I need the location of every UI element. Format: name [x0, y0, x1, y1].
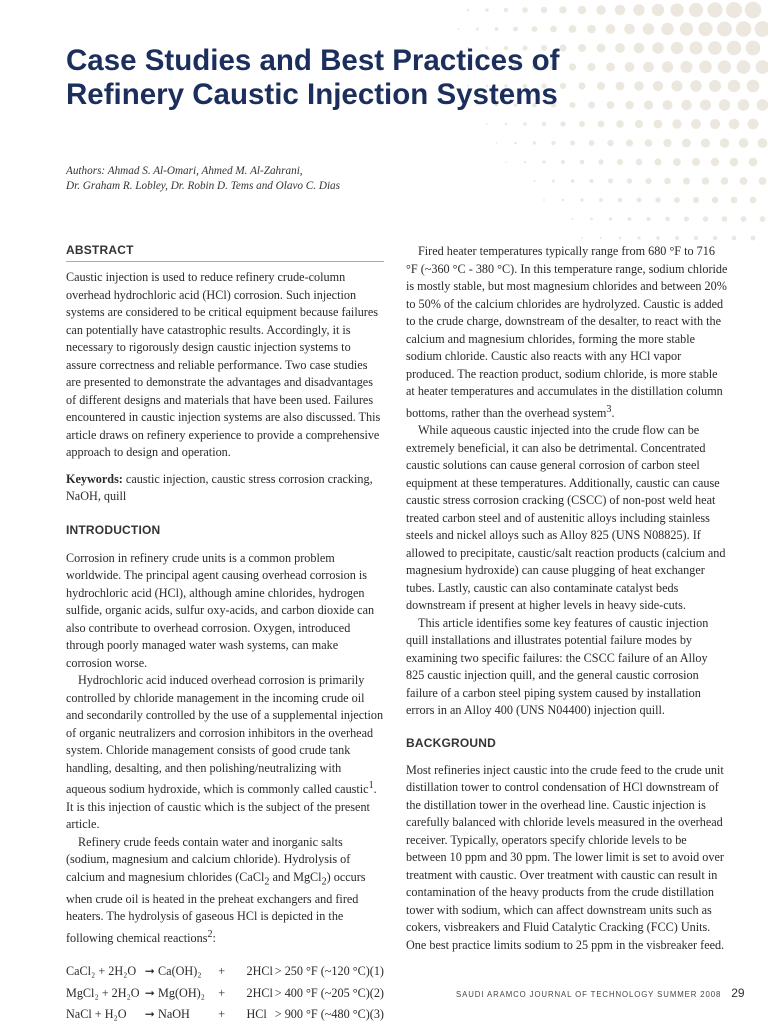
equation-plus: + [218, 1007, 226, 1022]
right-p1-text: Fired heater temperatures typically range from 680 °F to 716 °F (~360 °C - 380 °C). In this temperature range, sodium chloride is mostly stable, but most magnesium chlorides and between 20% to 50% of the calcium chlorides are hydrolyzed. Caustic is added to the crude charge, downstream of the desalter, to react with the calcium and magnesium chlorides, forming the more stable sodium chloride. Caustic also reacts with any HCl vapor produced. The reaction product, sodium chloride, is more stable at heater temperatures and accumulates in the distillation column bottoms, rather than the overhead system [406, 244, 728, 420]
decorative-dot [581, 237, 583, 239]
decorative-dot [626, 139, 633, 146]
decorative-dot [533, 180, 535, 182]
decorative-dot [541, 7, 548, 14]
decorative-dot [654, 158, 661, 165]
decorative-dot [625, 62, 635, 72]
decorative-dot [684, 216, 689, 221]
decorative-dot [597, 82, 605, 90]
equation-plus: + [218, 985, 226, 1000]
decorative-dot [578, 82, 585, 89]
decorative-dot [571, 218, 573, 220]
decorative-dot [681, 100, 692, 111]
decorative-dot [571, 179, 575, 183]
decorative-dot [700, 99, 711, 110]
decorative-dot [587, 63, 595, 71]
decorative-dot [662, 61, 673, 72]
decorative-dot [653, 81, 663, 91]
journal-name: SAUDI ARAMCO JOURNAL OF TECHNOLOGY SUMMER 2008 [456, 990, 722, 999]
ref-2: 2 [207, 928, 213, 940]
subscript: 2 [264, 876, 270, 887]
decorative-dot [560, 121, 565, 126]
decorative-dot [654, 120, 663, 129]
decorative-dot [683, 178, 690, 185]
decorative-dot [661, 23, 674, 36]
decorative-dot [690, 80, 702, 92]
decorative-dot [523, 122, 527, 126]
decorative-dot [615, 5, 625, 15]
equation-condition: > 400 °F (~205 °C) [274, 985, 370, 1000]
decorative-dot [552, 180, 555, 183]
decorative-dot [579, 121, 585, 127]
decorative-dot [655, 197, 660, 202]
equation-product1: Mg(OH)₂ [158, 985, 205, 1000]
equation-condition: > 900 °F (~480 °C) [274, 1007, 370, 1022]
right-column [406, 243, 728, 954]
decorative-dot [580, 160, 585, 165]
decorative-dot [560, 83, 566, 89]
decorative-dot [607, 140, 613, 146]
decorative-dot [665, 217, 670, 222]
decorative-dot [505, 161, 507, 163]
decorative-dot [730, 158, 739, 167]
decorative-dot [599, 198, 603, 202]
decorative-dot [513, 27, 518, 32]
equation-product1: Ca(OH)₂ [158, 964, 202, 979]
decorative-dot [755, 21, 768, 37]
ref-1: 1 [368, 780, 374, 791]
decorative-dot [522, 7, 528, 13]
decorative-dot [618, 198, 622, 202]
decorative-dot [675, 236, 679, 240]
decorative-dot [741, 216, 747, 222]
decorative-dot [703, 216, 708, 221]
decorative-dot [689, 41, 702, 54]
decorative-dot [608, 179, 613, 184]
decorative-dot [721, 177, 729, 185]
decorative-dot [652, 4, 664, 16]
right-paragraph-3: This article identifies some key features of caustic injection quill installations and illustrates potential failure modes by examining two specific failures: the CSCC failure of an Alloy 825 caustic injection quill, and the general caustic corrosion failure of a carbon steel piping system caused by installation errors in an Alloy 400 (UNS N04400) injection quill. [406, 615, 709, 718]
keywords-text: caustic injection, caustic stress corrosion cracking, NaOH, quill [66, 471, 373, 503]
decorative-dot [757, 99, 768, 111]
decorative-dot [718, 60, 731, 73]
keywords [66, 471, 384, 506]
decorative-dot [656, 236, 660, 240]
decorative-dot [672, 119, 681, 128]
equation-number: (2) [369, 985, 384, 1000]
decorative-dot [729, 119, 740, 130]
decorative-dot [486, 123, 488, 125]
decorative-dot [643, 23, 655, 35]
decorative-dot [719, 99, 730, 110]
title-line-2: Refinery Caustic Injection Systems [66, 78, 558, 111]
arrow-icon: ➞ [144, 1007, 155, 1022]
decorative-dot [702, 177, 709, 184]
decorative-dot [551, 141, 555, 145]
decorative-dot [689, 3, 703, 17]
decorative-dot [635, 120, 643, 128]
left-column [66, 243, 384, 1026]
decorative-dot [717, 22, 732, 37]
decorative-dot [634, 81, 644, 91]
decorative-dot [728, 80, 741, 93]
decorative-dot [691, 119, 701, 129]
decorative-dot [559, 6, 567, 14]
title-line-1: Case Studies and Best Practices of [66, 44, 560, 77]
decorative-dot [580, 198, 583, 201]
decorative-dot [645, 178, 651, 184]
decorative-dot [619, 237, 622, 240]
decorative-dot [709, 80, 721, 92]
subscript: 2 [321, 876, 327, 887]
intro-paragraph-1: Corrosion in refinery crude units is a common problem worldwide. The principal agent causing overhead corrosion is hydrochloric acid (HCl), although amine chlorides, hydrogen sulfide, organic acids, sulfur oxy-acids, and carbon dioxide can also contribute to overhead corrosion. Oxygen, introduced through poorly managed water wash systems, can make corrosion worse. [66, 550, 375, 670]
decorative-dot [550, 26, 557, 33]
decorative-dot [710, 119, 720, 129]
decorative-dot [645, 139, 653, 147]
decorative-dot [542, 160, 545, 163]
right-paragraph-2: While aqueous caustic injected into the crude flow can be extremely beneficial, it can also be detrimental. Concentrated caustic solutions can cause general corrosion of carbon steel equipment at these temperatures. Additionally, caustic can cause caustic stress corrosion cracking (CSCC) of non-post weld heat treated carbon steel and of austenitic alloys including stainless steels and nickel alloys such as Alloy 825 (UNS N08825). If allowed to precipitate, caustic/salt reaction products (calcium and magnesium hydroxide) can cause plugging of heat exchanger tubes. Lastly, caustic can also contaminate catalyst beds downstream if present at higher levels in heavy side-cuts. [406, 423, 726, 613]
decorative-dot [664, 178, 671, 185]
decorative-dot [682, 139, 691, 148]
decorative-dot [485, 8, 489, 12]
decorative-dot [589, 140, 595, 146]
arrow-icon: ➞ [144, 964, 155, 979]
decorative-dot [617, 159, 623, 165]
decorative-dot-pattern [0, 0, 768, 250]
page-footer [456, 986, 745, 1000]
intro-paragraph-3 [66, 834, 384, 948]
decorative-dot [644, 100, 653, 109]
abstract-heading: ABSTRACT [66, 243, 134, 257]
decorative-dot [726, 2, 742, 18]
ref-3: 3 [606, 403, 612, 415]
decorative-dot [680, 22, 693, 35]
decorative-dot [670, 3, 683, 16]
decorative-dot [596, 5, 605, 14]
decorative-dot [559, 44, 566, 51]
equation-products [145, 983, 218, 1005]
decorative-dot [627, 178, 633, 184]
intro-p2-end: . It is this injection of caustic which is the subject of the present article. [66, 782, 377, 832]
intro-paragraph-2 [66, 672, 384, 834]
decorative-dot [708, 41, 722, 55]
decorative-dot [748, 119, 759, 130]
equation-number: (1) [369, 964, 384, 979]
authors [66, 164, 340, 194]
equation-product2: 2HCl [246, 985, 273, 1000]
decorative-dot [532, 26, 538, 32]
decorative-dot [598, 159, 603, 164]
decorative-dot [598, 121, 605, 128]
decorative-dot [739, 138, 749, 148]
decorative-dot [693, 197, 699, 203]
decorative-dot [747, 80, 760, 93]
equation-number: (3) [369, 1007, 384, 1022]
decorative-dot [756, 60, 768, 74]
decorative-dot [663, 100, 673, 110]
decorative-dot [637, 198, 642, 203]
decorative-dot [740, 177, 748, 185]
decorative-dot [634, 43, 645, 54]
abstract-rule [66, 261, 384, 262]
decorative-dot [738, 99, 750, 111]
decorative-dot [533, 141, 536, 144]
decorative-dot [628, 217, 632, 221]
equation-product2: HCl [246, 1007, 267, 1022]
decorative-dot [524, 161, 526, 163]
decorative-dot [758, 138, 768, 148]
decorative-dot [720, 138, 730, 148]
introduction-heading: INTRODUCTION [66, 522, 161, 537]
decorative-dot [597, 44, 606, 53]
decorative-dot [624, 24, 635, 35]
decorative-dot [590, 218, 593, 221]
decorative-dot [543, 199, 545, 201]
decorative-dot [476, 28, 479, 31]
decorative-dot [694, 236, 698, 240]
equation-reactant: MgCl₂ + 2H₂O [66, 985, 140, 1000]
intro-p3-end: : [212, 930, 216, 945]
decorative-dot [674, 197, 680, 203]
decorative-dot [671, 42, 683, 54]
intro-p3-c: ) occurs when crude oil is heated in the preheat exchangers and fired heaters. The hydrolysis of gaseous HCl is depicted in the following chemical reactions [66, 869, 366, 945]
authors-line-1: Authors: Ahmad S. Al-Omari, Ahmed M. Al-Zahrani, [66, 165, 303, 177]
decorative-dot [589, 179, 593, 183]
decorative-dot [731, 197, 738, 204]
decorative-dot [699, 61, 712, 74]
decorative-dot [495, 27, 499, 31]
decorative-dot [745, 2, 762, 19]
decorative-dot [561, 160, 565, 164]
decorative-dot [652, 42, 664, 54]
decorative-dot [587, 25, 596, 34]
decorative-dot [570, 141, 575, 146]
decorative-dot [737, 60, 751, 74]
decorative-dot [467, 9, 470, 12]
decorative-dot [607, 101, 615, 109]
decorative-dot [727, 41, 741, 55]
decorative-dot [504, 8, 509, 13]
authors-line-2: Dr. Graham R. Lobley, Dr. Robin D. Tems and Olavo C. Dias [66, 180, 341, 192]
equation-row [66, 983, 384, 1005]
decorative-dot [663, 139, 671, 147]
decorative-dot [722, 216, 728, 222]
equation-row [66, 1004, 384, 1026]
decorative-dot [646, 217, 650, 221]
article-title [66, 44, 560, 112]
equation-reactant: NaCl + H₂O [66, 1007, 127, 1022]
background-paragraph: Most refineries inject caustic into the crude feed to the crude unit distillation tower to control condensation of HCl downstream of the distillation tower in the overhead line. Caustic injection is carefully balanced with chloride levels measured in the overhead receiver. Typically, operators specify chloride levels to be between 10 ppm and 30 ppm. The lower limit is set to avoid over treatment with caustic. Over treatment with caustic can result in contamination of the heavy products from the crude distillation tower with sodium, which can affect downstream units such as cokers, visbreakers and Fluid Catalytic Cracking (FCC) Units. One best practice limits sodium to 25 ppm in the visbreaker feed. [406, 762, 725, 952]
decorative-dot [749, 158, 758, 167]
equation-products [145, 961, 218, 983]
right-paragraph-1 [406, 243, 728, 422]
decorative-dot [671, 80, 682, 91]
equation-reactant: CaCl₂ + 2H₂O [66, 964, 137, 979]
decorative-dot [542, 122, 546, 126]
decorative-dot [751, 236, 756, 241]
page-number: 29 [731, 986, 745, 1000]
decorative-dot [569, 102, 575, 108]
decorative-dot [600, 237, 602, 239]
decorative-dot [760, 216, 766, 222]
decorative-dot [514, 142, 517, 145]
right-p1-end: . [611, 405, 615, 420]
decorative-dot [736, 21, 752, 37]
decorative-dot [698, 22, 712, 36]
equation-row [66, 961, 384, 983]
decorative-dot [562, 199, 565, 202]
intro-p3-b: and MgCl [269, 869, 322, 884]
equation-products [145, 1004, 218, 1026]
decorative-dot [643, 62, 654, 73]
decorative-dot [680, 61, 692, 73]
decorative-dot [616, 82, 625, 91]
equation-plus: + [218, 964, 226, 979]
decorative-dot [711, 158, 719, 166]
keywords-label: Keywords: [66, 471, 123, 486]
decorative-dot [712, 197, 718, 203]
reaction-equations [66, 961, 384, 1026]
arrow-icon: ➞ [144, 985, 155, 1000]
decorative-dot [625, 101, 634, 110]
background-heading: BACKGROUND [406, 735, 496, 750]
decorative-dot [750, 197, 757, 204]
decorative-dot [578, 44, 586, 52]
decorative-dot [615, 43, 625, 53]
decorative-dot [636, 159, 643, 166]
decorative-dot [609, 217, 612, 220]
decorative-dot [692, 158, 700, 166]
decorative-dot [569, 25, 577, 33]
decorative-dot [588, 101, 595, 108]
abstract-text: Caustic injection is used to reduce refinery crude-column overhead hydrochloric acid (HCl) corrosion. Such injection systems are considered to be critical equipment because failures can potentially have catastrophic results. Accordingly, it is necessary to rigorously design caustic injection systems to assure correctness and reliable performance. Two case studies are presented to demonstrate the advantages and disadvantages of different designs and materials that have been used. Failures encountered in caustic injection systems are also discussed. This article draws on refinery experience to provide a comprehensive approach to design and operation. [66, 270, 381, 459]
decorative-dot [701, 138, 710, 147]
decorative-dot [578, 6, 586, 14]
decorative-dot [673, 158, 681, 166]
decorative-dot [496, 142, 498, 144]
decorative-dot [569, 63, 576, 70]
decorative-dot [732, 236, 737, 241]
equation-product1: NaOH [158, 1007, 190, 1022]
decorative-dot [746, 41, 761, 56]
intro-p3-a: Refinery crude feeds contain water and inorganic salts (sodium, magnesium and calcium chloride). Hydrolysis of calcium and magnesium chlorides (CaCl [66, 834, 351, 884]
decorative-dot [633, 4, 644, 15]
decorative-dot [606, 24, 616, 34]
decorative-dot [606, 63, 615, 72]
decorative-dot [707, 2, 722, 17]
intro-p2-text: Hydrochloric acid induced overhead corrosion is primarily controlled by chloride management in the incoming crude oil and secondarily controlled by the use of a supplemental injection of organic neutralizers and corrosion inhibitors in the overhead system. Chloride management consists of good crude tank handling, desalting, and then polishing/neutralizing with aqueous sodium hydroxide, which is commonly called caustic [66, 673, 384, 797]
equation-product2: 2HCl [246, 964, 273, 979]
decorative-dot [713, 236, 718, 241]
decorative-dot [616, 120, 624, 128]
decorative-dot [458, 28, 460, 30]
decorative-dot [759, 177, 767, 185]
decorative-dot [505, 123, 508, 126]
equation-condition: > 250 °F (~120 °C) [274, 964, 370, 979]
decorative-dot [637, 236, 640, 239]
